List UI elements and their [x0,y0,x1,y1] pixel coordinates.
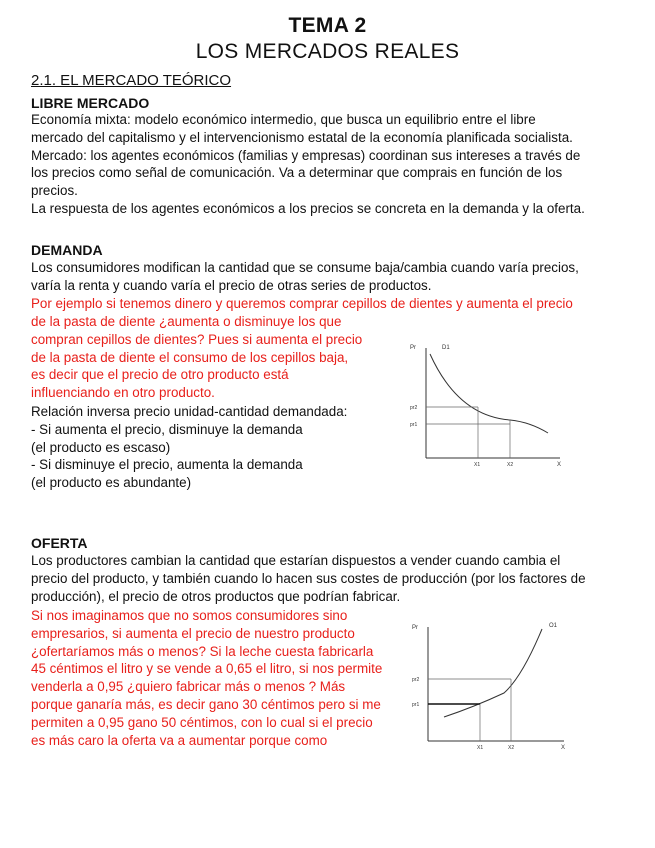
demanda-intro [31,259,579,312]
text-line: (el producto es escaso) [31,439,171,455]
oferta-intro [31,552,586,605]
text-line: - Si aumenta el precio, disminuye la demanda [31,421,303,437]
text-line: varía la renta y cuando varía el precio de otras series de productos. [31,277,432,293]
oferta-heading: OFERTA [31,535,88,551]
price-low-label: pr1 [410,422,418,428]
text-line: 45 céntimos el litro y se vende a 0,65 el litro, si nos permite [31,661,383,677]
text-line: es decir que el precio de otro producto está [31,367,289,383]
text-line: Economía mixta: modelo económico intermedio, que busca un equilibrio entre el libre [31,112,536,127]
demanda-heading: DEMANDA [31,242,103,258]
text-line: La respuesta de los agentes económicos a los precios se concreta en la demanda y la oferta. [31,200,585,216]
text-line: venderla a 0,95 ¿quiero fabricar más o menos ? Más [31,679,346,695]
text-line: precios. [31,183,78,199]
y-axis-label: Pr [412,625,418,631]
price-high-label: pr2 [410,405,418,411]
curve-label: O1 [549,623,558,629]
quantity-high-label: X2 [507,462,514,468]
text-line: de la pasta de diente el consumo de los cepillos baja, [31,349,349,365]
price-high-label: pr2 [412,677,420,683]
curve-label: D1 [442,345,450,351]
text-line: compran cepillos de dientes? Pues si aumenta el precio [31,331,363,347]
x-axis-label: X [557,462,562,468]
demand-graph [400,336,575,471]
libre-mercado-text [31,111,585,218]
text-line: porque ganaría más, es decir gano 30 céntimos pero si me [31,696,381,712]
text-line: mercado del capitalismo y el intervencionismo estatal de la economía planificada socialista. [31,129,573,145]
section-heading: 2.1. EL MERCADO TEÓRICO [31,72,232,89]
x-axis-label: X [561,745,566,751]
y-axis-label: Pr [410,345,416,351]
text-line: de la pasta de diente ¿aumenta o disminuye los que [31,314,342,329]
quantity-low-label: X1 [477,745,484,751]
text-line: Si nos imaginamos que no somos consumidores sino [31,608,348,623]
text-line: (el producto es abundante) [31,475,192,491]
quantity-low-label: X1 [474,462,481,468]
demanda-rules [31,403,347,492]
text-line: ¿ofertaríamos más o menos? Si la leche cuesta fabricarla [31,643,374,659]
oferta-example [31,607,382,749]
libre-mercado-heading: LIBRE MERCADO [31,95,150,111]
text-line: precio del producto, y también cuando lo hacen sus costes de producción (por los factores de [31,570,586,586]
demanda-example [31,313,362,402]
text-line: producción), el precio de otros productos que podrían fabricar. [31,588,401,604]
supply-graph [404,615,579,755]
text-line: influenciando en otro producto. [31,385,215,401]
text-line: Relación inversa precio unidad-cantidad demandada: [31,404,348,419]
text-line: - Si disminuye el precio, aumenta la demanda [31,457,303,473]
text-line: es más caro la oferta va a aumentar porque como [31,732,328,748]
text-line: los precios como señal de comunicación. Va a determinar que comprais en función de los [31,165,563,181]
price-low-label: pr1 [412,702,420,708]
text-line: Mercado: los agentes económicos (familias y empresas) coordinan sus intereses a través de [31,147,581,163]
page-subtitle: LOS MERCADOS REALES [195,40,460,63]
demand-curve [430,354,548,433]
text-line: Por ejemplo si tenemos dinero y queremos comprar cepillos de dientes y aumenta el precio [31,295,573,311]
page-title: TEMA 2 [288,14,367,37]
text-line: Los productores cambian la cantidad que estarían dispuestos a vender cuando cambia el [31,553,561,568]
text-line: permiten a 0,95 gano 50 céntimos, con lo cual si el precio [31,714,373,730]
text-line: Los consumidores modifican la cantidad que se consume baja/cambia cuando varía precios, [31,260,579,275]
text-line: empresarios, si aumenta el precio de nuestro producto [31,625,355,641]
quantity-high-label: X2 [508,745,515,751]
